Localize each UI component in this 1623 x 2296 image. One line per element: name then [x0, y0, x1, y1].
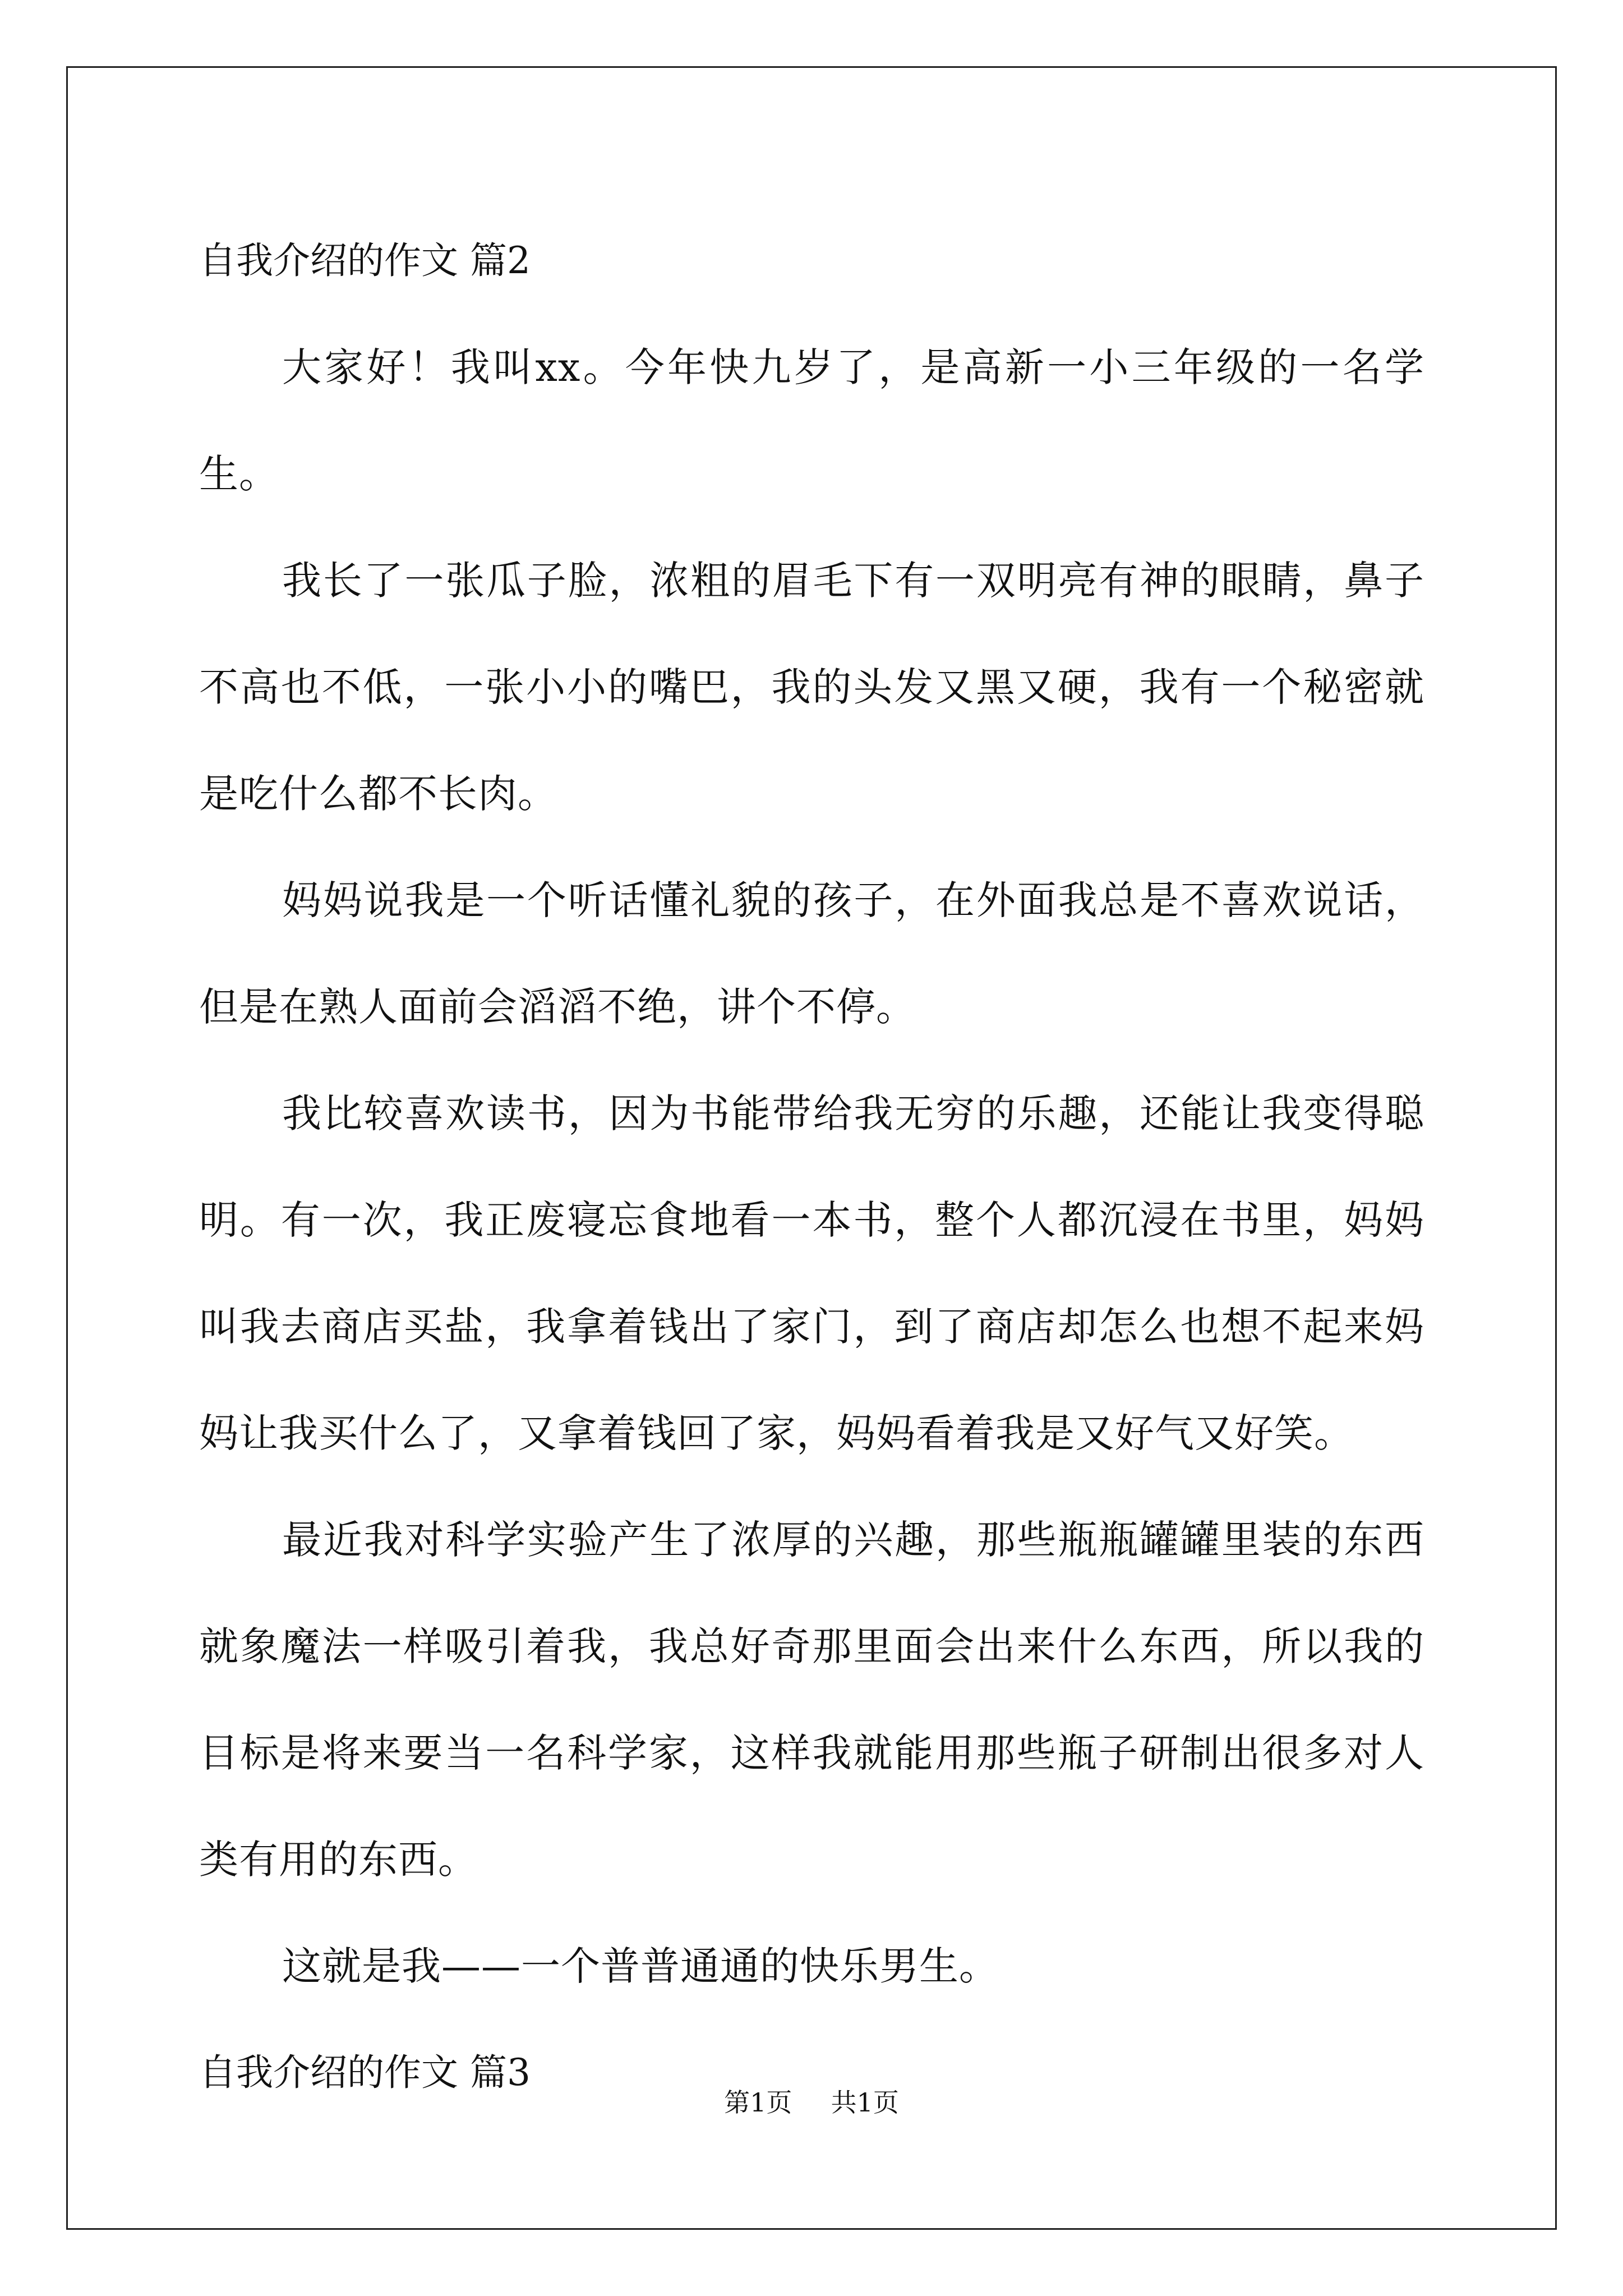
- section-heading-3: 自我介绍的作文 篇3: [199, 2051, 531, 2094]
- page-number: 第1页: [724, 2087, 792, 2118]
- paragraph-reading: 我比较喜欢读书，因为书能带给我无穷的乐趣，还能让我变得聪明。有一次，我正废寝忘食地看一本书，整个人都沉浸在书里，妈妈叫我去商店买盐，我拿着钱出了家门，到了商店却怎么也想不起来妈妈让我买什么了，又拿着钱回了家，妈妈看着我是又好气又好笑。: [199, 1091, 1424, 1456]
- section-heading-2: 自我介绍的作文 篇2: [199, 239, 531, 282]
- page-footer: [0, 2086, 1623, 2119]
- paragraph-closing: 这就是我——一个普普通通的快乐男生。: [282, 1943, 999, 1989]
- paragraph-greeting: 大家好！我叫xx。今年快九岁了，是高新一小三年级的一名学生。: [199, 344, 1424, 497]
- paragraph-personality: 妈妈说我是一个听话懂礼貌的孩子，在外面我总是不喜欢说话，但是在熟人面前会滔滔不绝，讲个不停。: [199, 877, 1424, 1030]
- paragraph-appearance: 我长了一张瓜子脸，浓粗的眉毛下有一双明亮有神的眼睛，鼻子不高也不低，一张小小的嘴巴，我的头发又黑又硬，我有一个秘密就是吃什么都不长肉。: [199, 558, 1424, 817]
- document-body: [199, 208, 1424, 2126]
- page-total: 共1页: [831, 2087, 899, 2118]
- paragraph-science: 最近我对科学实验产生了浓厚的兴趣，那些瓶瓶罐罐里装的东西就象魔法一样吸引着我，我总好奇那里面会出来什么东西，所以我的目标是将来要当一名科学家，这样我就能用那些瓶子研制出很多对人类有用的东西。: [199, 1517, 1424, 1883]
